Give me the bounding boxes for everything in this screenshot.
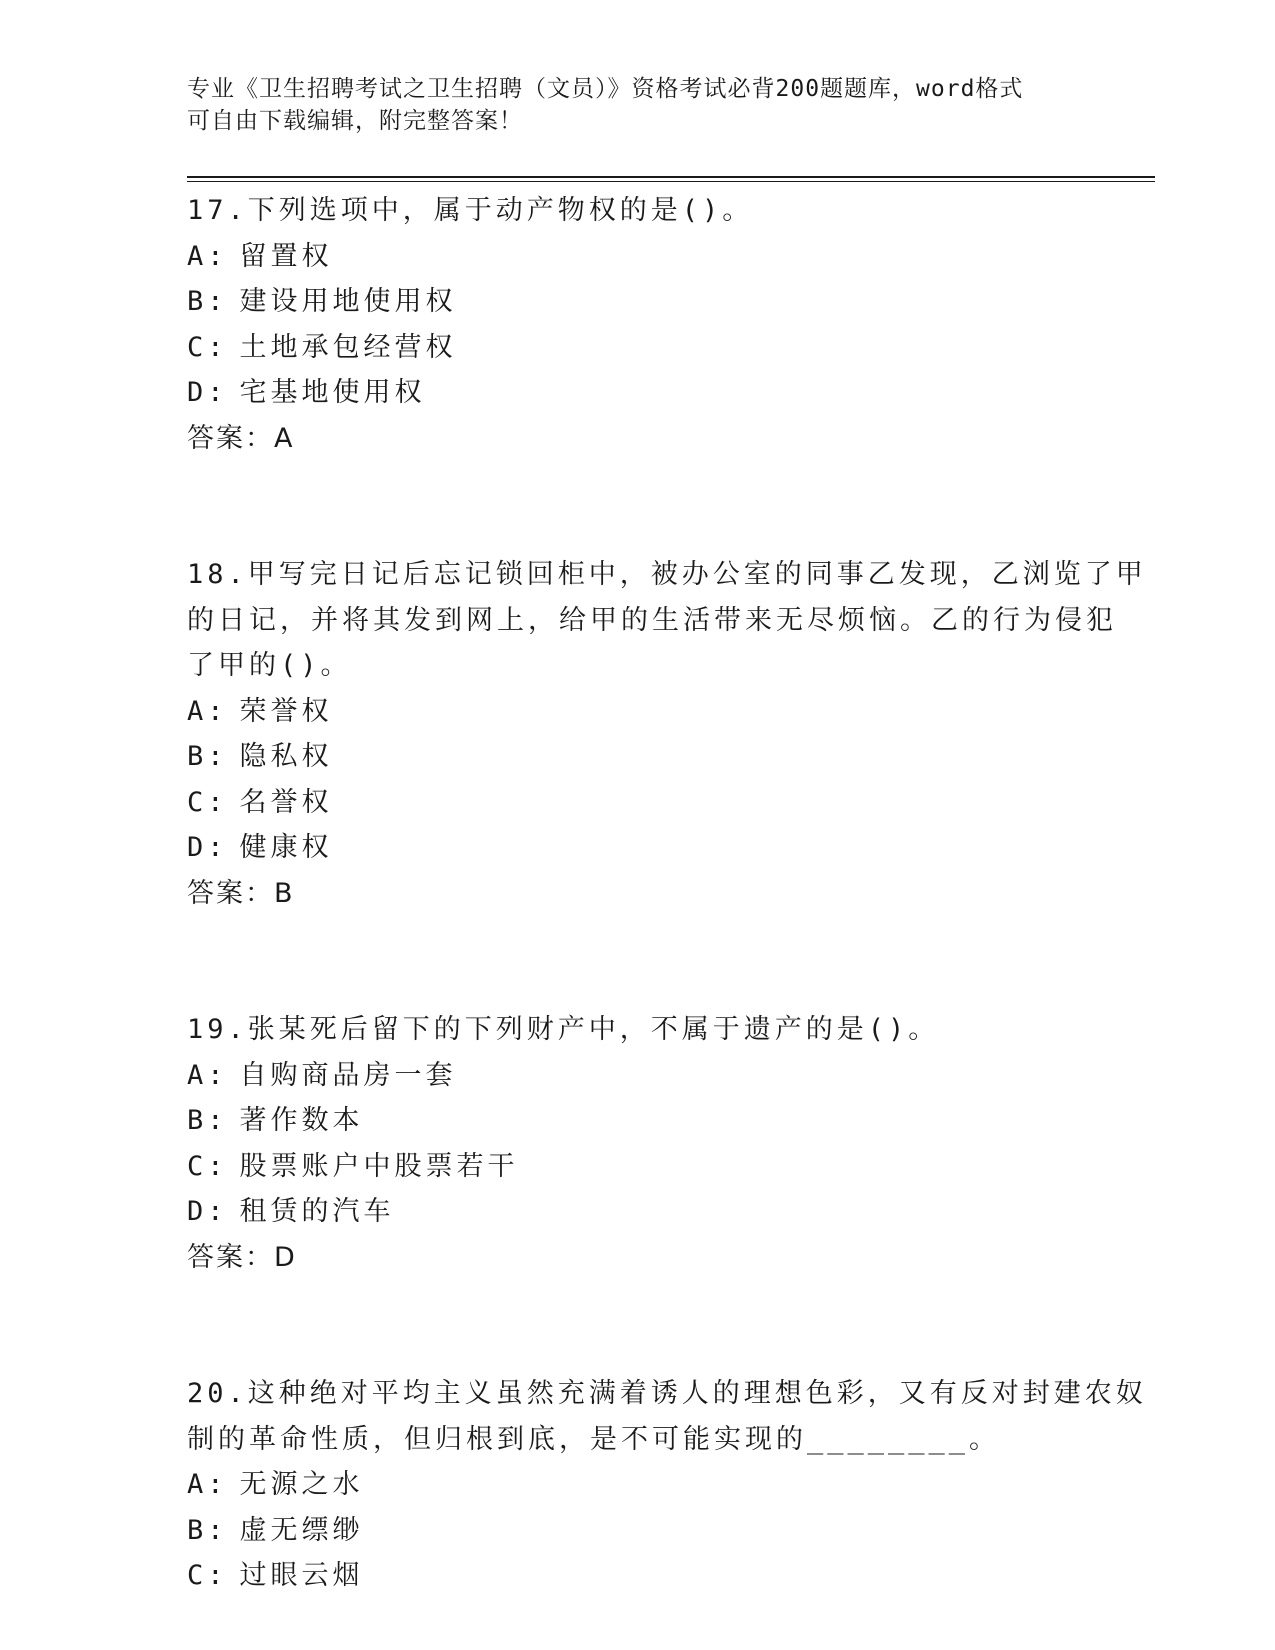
option-c bbox=[187, 1553, 1087, 1599]
option-text: 土地承包经营权 bbox=[239, 331, 457, 363]
option-text: 过眼云烟 bbox=[239, 1560, 364, 1591]
question-gap bbox=[187, 916, 1087, 1007]
question-stem-line: 18.甲写完日记后忘记锁回柜中，被办公室的同事乙发现，乙浏览了甲 bbox=[187, 559, 1147, 590]
option-text: 股票账户中股票若干 bbox=[239, 1150, 519, 1182]
option-label: C: bbox=[187, 331, 228, 363]
document-header bbox=[187, 73, 1087, 137]
header-title-line-1: 专业《卫生招聘考试之卫生招聘（文员）》资格考试必背200题题库，word格式 bbox=[187, 76, 1024, 102]
option-text: 虚无缥缈 bbox=[239, 1514, 364, 1546]
question-stem-line: 制的革命性质，但归根到底，是不可能实现的________。 bbox=[187, 1423, 1001, 1455]
option-c bbox=[187, 1144, 1087, 1190]
option-a bbox=[187, 234, 1087, 280]
answer-line: 答案：A bbox=[187, 422, 295, 454]
question-list bbox=[187, 188, 1147, 1599]
option-label: A: bbox=[187, 695, 228, 727]
option-c bbox=[187, 780, 1087, 826]
option-b bbox=[187, 279, 1087, 325]
question-gap bbox=[187, 1280, 1087, 1371]
question-stem-line: 19.张某死后留下的下列财产中，不属于遗产的是()。 bbox=[187, 1014, 940, 1045]
option-label: A: bbox=[187, 240, 228, 272]
option-label: B: bbox=[187, 1105, 228, 1136]
option-b bbox=[187, 1508, 1087, 1554]
question-gap bbox=[187, 461, 1087, 552]
option-text: 自购商品房一套 bbox=[239, 1059, 457, 1091]
option-c bbox=[187, 325, 1087, 371]
option-text: 宅基地使用权 bbox=[239, 377, 426, 408]
option-label: A: bbox=[187, 1469, 228, 1500]
option-text: 著作数本 bbox=[239, 1105, 364, 1136]
option-a bbox=[187, 1053, 1087, 1099]
option-b bbox=[187, 734, 1087, 780]
answer-line: 答案：D bbox=[187, 1241, 297, 1273]
question-stem-line: 的日记，并将其发到网上，给甲的生活带来无尽烦恼。乙的行为侵犯 bbox=[187, 604, 1117, 636]
header-divider-thin bbox=[187, 181, 1155, 182]
option-a bbox=[187, 1462, 1087, 1508]
option-label: C: bbox=[187, 1150, 228, 1182]
option-label: A: bbox=[187, 1059, 228, 1091]
option-a bbox=[187, 689, 1087, 735]
question-17 bbox=[187, 188, 1087, 461]
option-text: 租赁的汽车 bbox=[239, 1196, 395, 1227]
option-label: D: bbox=[187, 377, 228, 408]
option-text: 无源之水 bbox=[239, 1469, 364, 1500]
option-text: 留置权 bbox=[239, 240, 333, 272]
option-d bbox=[187, 825, 1087, 871]
question-18 bbox=[187, 552, 1147, 916]
question-stem-line: 20.这种绝对平均主义虽然充满着诱人的理想色彩，又有反对封建农奴 bbox=[187, 1378, 1147, 1409]
question-stem-line: 了甲的()。 bbox=[187, 650, 352, 681]
option-text: 荣誉权 bbox=[239, 695, 333, 727]
option-label: D: bbox=[187, 832, 228, 863]
header-divider-thick bbox=[187, 176, 1155, 178]
question-stem-line: 17.下列选项中，属于动产物权的是()。 bbox=[187, 195, 754, 226]
option-text: 建设用地使用权 bbox=[239, 286, 457, 317]
option-d bbox=[187, 370, 1087, 416]
option-text: 健康权 bbox=[239, 832, 333, 863]
question-19 bbox=[187, 1007, 1087, 1280]
option-label: D: bbox=[187, 1196, 228, 1227]
option-label: C: bbox=[187, 786, 228, 818]
question-20 bbox=[187, 1371, 1147, 1599]
option-label: B: bbox=[187, 1514, 228, 1546]
option-b bbox=[187, 1098, 1087, 1144]
option-label: C: bbox=[187, 1560, 228, 1591]
option-text: 隐私权 bbox=[239, 741, 333, 772]
answer-line: 答案：B bbox=[187, 877, 295, 909]
option-d bbox=[187, 1189, 1087, 1235]
header-title-line-2: 可自由下载编辑，附完整答案！ bbox=[187, 108, 523, 134]
option-text: 名誉权 bbox=[239, 786, 333, 818]
option-label: B: bbox=[187, 741, 228, 772]
option-label: B: bbox=[187, 286, 228, 317]
